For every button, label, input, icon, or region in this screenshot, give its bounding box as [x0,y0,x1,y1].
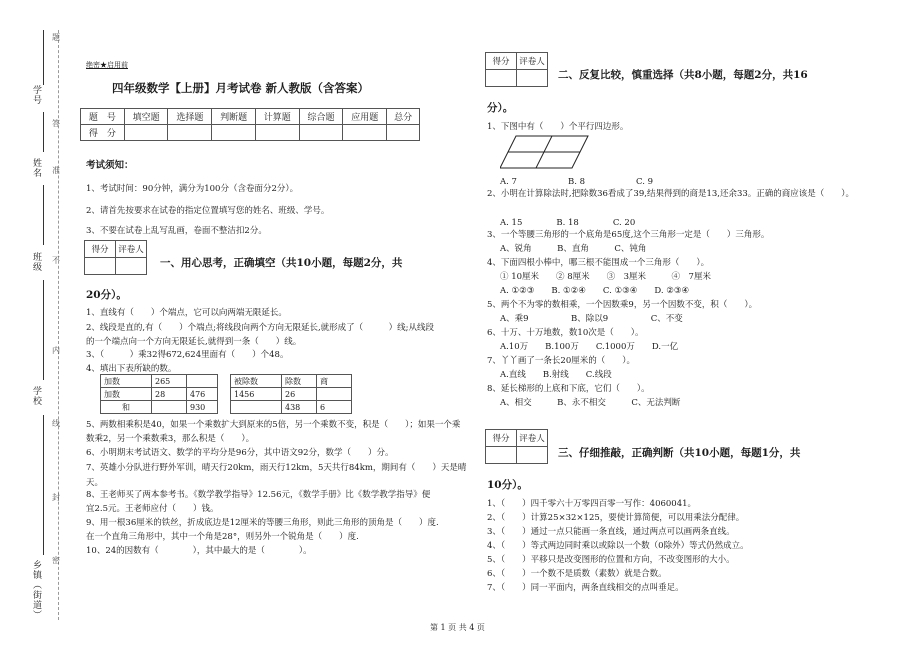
score-header: 计算题 [255,109,299,125]
table-cell [187,375,218,388]
table-cell: 商 [317,375,352,388]
table-cell: 1456 [231,388,282,401]
question-line: 8、延长梯形的上底和下底，它们（ ）。 [487,384,650,394]
seal-char: 答 [52,119,60,128]
question-line: 1、下图中有（ ）个平行四边形。 [487,122,629,132]
question-line: 4、填出下表所缺的数。 [86,364,177,374]
score-header: 综合题 [299,109,343,125]
grader-reviewer-cell[interactable] [517,70,548,87]
question-line: 5、两数相乘积是40，如果一个乘数扩大到原来的5倍，另一个乘数不变，积是（ ）；如果一个乘 [86,420,461,430]
binding-label-class: 班级 [31,252,41,272]
question-line: 10、24的因数有（ ），其中最大的是（ ）。 [86,546,312,556]
binding-label-student-id: 学号 [31,85,41,105]
seal-char: 准 [52,166,60,175]
table-cell: 加数 [101,375,152,388]
table-cell: 被除数 [231,375,282,388]
binding-line [43,415,44,555]
grader-reviewer-cell[interactable] [116,258,147,275]
option-line: A.直线 B.射线 C.线段 [500,370,612,380]
table-cell [231,401,282,414]
question-line: 2、小明在计算除法时,把除数36看成了39,结果得到的商是13,还余33。正确的商应该是（ ）。 [487,189,855,199]
question-line: 3、（ ）乘32得672,624里面有（ ）个48。 [86,350,289,360]
grader-reviewer-cell[interactable] [517,447,548,464]
judgment-line: 5、（ ）平移只是改变图形的位置和方向，不改变图形的大小。 [487,555,735,565]
score-cell[interactable] [168,125,212,141]
option-line: ① 10厘米 ② 8厘米 ③ 3厘米 ④ 7厘米 [500,272,711,282]
table-cell: 除数 [282,375,317,388]
option-line: A. ①②③ B. ①②④ C. ①③④ D. ②③④ [500,286,690,296]
section2-title: 二、反复比较，慎重选择（共8小题，每题2分，共16 [558,69,808,81]
binding-label-township: 乡镇（街道） [31,560,41,620]
seal-char: 不 [52,256,60,265]
judgment-line: 3、（ ）通过一点只能画一条直线，通过两点可以画两条直线。 [487,527,735,537]
binding-label-school: 学校 [31,386,41,406]
score-header: 判断题 [212,109,256,125]
score-header: 题 号 [81,109,125,125]
score-header: 应用题 [343,109,387,125]
question-line: 4、下面四根小棒中，哪三根不能围成一个三角形（ ）。 [487,258,710,268]
notice-item: 1、考试时间：90分钟，满分为100分（含卷面分2分）。 [86,184,299,194]
binding-line [43,112,44,152]
option-line: A. 15 B. 18 C. 20 [500,218,636,228]
grader-score-label: 得分 [486,53,517,70]
score-table [80,108,420,141]
grader-score-label: 得分 [486,430,517,447]
page-title: 四年级数学【上册】月考试卷 新人教版（含答案） [112,81,370,95]
option-line: A、相交 B、永不相交 C、无法判断 [500,398,681,408]
parallelogram-figure [500,134,590,170]
division-table [230,374,352,414]
score-cell[interactable] [212,125,256,141]
table-cell: 438 [282,401,317,414]
grader-reviewer-label: 评卷人 [116,241,147,258]
question-line: 2、线段是直的,有（ ）个端点;将线段向两个方向无限延长,就形成了（ ）线;从线段 [86,323,435,333]
table-cell: 和 [101,401,152,414]
section3-title: 三、仔细推敲，正确判断（共10小题，每题1分，共 [558,447,801,459]
option-line: A、锐角 B、直角 C、钝角 [500,244,647,254]
table-cell: 265 [152,375,187,388]
seal-char: 密 [52,556,60,565]
notice-title: 考试须知： [86,160,134,171]
question-line: 在一个直角三角形中，其中一个角是28°，则另外一个锐角是（ ）度. [86,532,359,542]
judgment-line: 2、（ ）计算25×32×125，要使计算简便，可以用乘法分配律。 [487,513,745,523]
grader-reviewer-label: 评卷人 [517,53,548,70]
table-cell [152,401,187,414]
section1-title: 一、用心思考，正确填空（共10小题，每题2分，共 [160,257,403,269]
question-line: 的一个端点向一个方向无限延长,就得到一条（ ）线。 [86,337,302,347]
notice-item: 2、请首先按要求在试卷的指定位置填写您的姓名、班级、学号。 [86,206,330,216]
option-line: A. 7 B. 8 C. 9 [500,177,654,187]
section3-title-cont: 10分）。 [487,479,528,491]
grader-score-label: 得分 [85,241,116,258]
table-cell: 930 [187,401,218,414]
grader-box [485,52,548,87]
seal-char: 内 [52,346,60,355]
question-line: 9、用一根36厘米的铁丝，折成底边是12厘米的等腰三角形，则此三角形的顶角是（ ）度. [86,518,439,528]
score-cell[interactable] [387,125,420,141]
score-cell[interactable] [255,125,299,141]
seal-char: 线 [52,419,60,428]
seal-char: 封 [52,493,60,502]
score-header: 总分 [387,109,420,125]
judgment-line: 4、（ ）等式两边同时乘以或除以一个数（0除外）等式仍然成立。 [487,541,749,551]
question-line: 6、小明期末考试语文、数学的平均分是96分，其中语文92分，数学（ ）分。 [86,448,394,458]
question-line: 3、一个等腰三角形的一个底角是65度,这个三角形一定是（ ）三角形。 [487,230,770,240]
grader-score-cell[interactable] [85,258,116,275]
question-line: 数乘2，另一个乘数乘3，那么积是（ ）。 [86,434,255,444]
question-line: 6、十万、十万地数，数10次是（ ）。 [487,328,644,338]
table-cell [317,388,352,401]
judgment-line: 7、（ ）同一平面内，两条直线相交的点叫垂足。 [487,583,684,593]
question-line: 5、两个不为零的数相乘，一个因数乘9，另一个因数不变，积（ ）。 [487,300,758,310]
grader-box [84,240,147,275]
binding-line [43,30,44,85]
score-row-label: 得 分 [81,125,125,141]
table-cell: 28 [152,388,187,401]
score-cell[interactable] [124,125,168,141]
table-cell: 加数 [101,388,152,401]
judgment-line: 1、（ ）四千零六十万零四百零一写作：4060041。 [487,499,697,509]
grader-box [485,429,548,464]
addition-table [100,374,218,414]
question-line: 天。 [86,478,104,488]
question-line: 1、直线有（ ）个端点，它可以向两端无限延长。 [86,308,287,318]
page-number: 第 1 页 共 4 页 [430,623,485,632]
notice-item: 3、不要在试卷上乱写乱画，卷面不整洁扣2分。 [86,226,267,236]
binding-line [43,280,44,380]
secret-label: 绝密★启用前 [86,61,128,69]
question-line: 7、英雄小分队进行野外军训，晴天行20km，雨天行12km，5天共行84km，期间有（ ）天是晴 [86,463,467,473]
seal-char: 题 [52,33,60,42]
option-line: A、乘9 B、除以9 C、不变 [500,314,683,324]
score-header: 选择题 [168,109,212,125]
grader-score-cell[interactable] [486,447,517,464]
judgment-line: 6、（ ）一个数不是质数（素数）就是合数。 [487,569,667,579]
question-line: 宜2.5元。王老师应付（ ）钱。 [86,504,219,514]
score-header: 填空题 [124,109,168,125]
question-line: 8、王老师买了两本参考书。《数学教学指导》12.56元，《数学手册》比《数学教学指导》便 [86,490,431,500]
table-cell: 476 [187,388,218,401]
section1-title-cont: 20分）。 [86,289,127,301]
section2-title-cont: 分）。 [487,102,514,114]
binding-label-name: 姓名 [31,158,41,178]
question-line: 7、丫丫画了一条长20厘米的（ ）。 [487,356,635,366]
grader-reviewer-label: 评卷人 [517,430,548,447]
table-cell: 6 [317,401,352,414]
grader-score-cell[interactable] [486,70,517,87]
score-cell[interactable] [343,125,387,141]
table-cell: 26 [282,388,317,401]
binding-line [43,185,44,245]
score-cell[interactable] [299,125,343,141]
option-line: A.10万 B.100万 C.1000万 D.一亿 [500,342,679,352]
